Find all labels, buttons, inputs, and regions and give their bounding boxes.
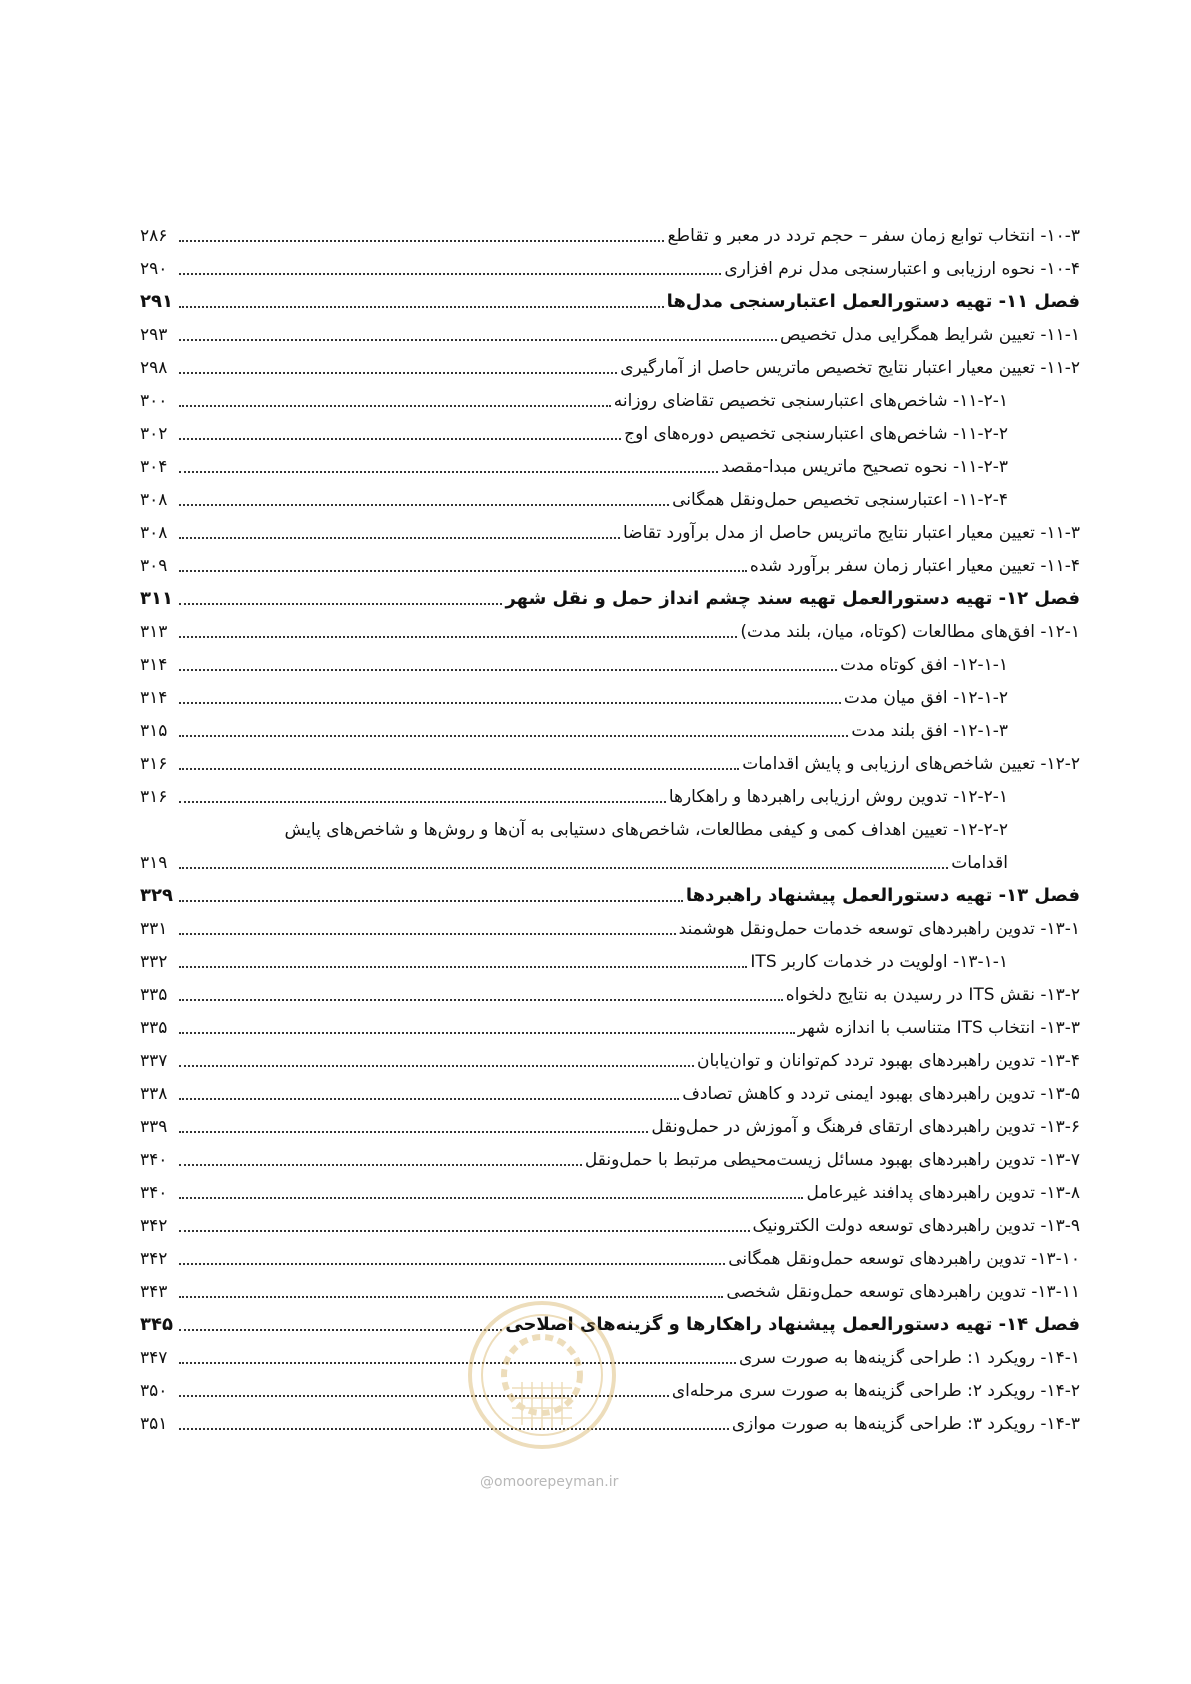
toc-entry[interactable] bbox=[140, 1039, 1080, 1072]
dot-leader bbox=[179, 273, 721, 275]
toc-entry-page-number: ۳۳۹ bbox=[140, 1117, 168, 1137]
dot-leader bbox=[179, 966, 747, 968]
toc-entry-page-number: ۳۳۱ bbox=[140, 919, 168, 939]
toc-entry-title: ۱۳-۱-۱- اولویت در خدمات کاربر ITS bbox=[750, 952, 1008, 972]
toc-entry-page-number: ۳۳۲ bbox=[140, 952, 168, 972]
toc-entry[interactable] bbox=[140, 1138, 1080, 1171]
toc-entry[interactable] bbox=[140, 544, 1080, 577]
dot-leader bbox=[179, 735, 848, 737]
toc-entry-page-number: ۳۲۹ bbox=[140, 885, 173, 906]
table-of-contents bbox=[140, 214, 1080, 1435]
toc-entry-page-number: ۳۵۱ bbox=[140, 1414, 168, 1434]
dot-leader bbox=[179, 636, 737, 638]
toc-entry-title: ۱۲-۲-۱- تدوین روش ارزیابی راهبردها و راهکارها bbox=[668, 787, 1008, 807]
dot-leader bbox=[179, 306, 664, 308]
toc-entry[interactable] bbox=[140, 1105, 1080, 1138]
toc-entry-title: ۱۱-۲-۳- نحوه تصحیح ماتریس مبدا-مقصد bbox=[721, 457, 1008, 477]
toc-entry-page-number: ۲۹۰ bbox=[140, 259, 168, 279]
toc-entry-title: ۱۴-۳- رویکرد ۳: طراحی گزینه‌ها به صورت موازی bbox=[731, 1414, 1080, 1434]
toc-entry-page-number: ۳۱۶ bbox=[140, 787, 168, 807]
toc-entry-page-number: ۳۴۵ bbox=[140, 1314, 173, 1335]
toc-entry-page-number: ۲۹۱ bbox=[140, 291, 173, 312]
dot-leader bbox=[179, 1230, 750, 1232]
toc-entry-title: ۱۳-۸- تدوین راهبردهای پدافند غیرعامل bbox=[806, 1183, 1080, 1203]
toc-entry-title: اقدامات bbox=[951, 853, 1008, 873]
dot-leader bbox=[179, 504, 669, 506]
toc-entry-title: ۱۲-۱- افق‌های مطالعات (کوتاه، میان، بلند مدت) bbox=[740, 622, 1080, 642]
toc-entry-title-line1: ۱۲-۲-۲- تعیین اهداف کمی و کیفی مطالعات، شاخص‌های دستیابی به آن‌ها و روش‌ها و شاخص‌های پایش bbox=[284, 820, 1008, 840]
toc-entry-title: ۱۲-۲- تعیین شاخص‌های ارزیابی و پایش اقدامات bbox=[742, 754, 1080, 774]
toc-entry-page-number: ۳۳۵ bbox=[140, 985, 168, 1005]
dot-leader bbox=[179, 1065, 694, 1067]
toc-entry-title: فصل ۱۴- تهیه دستورالعمل پیشنهاد راهکارها و گزینه‌های اصلاحی bbox=[505, 1314, 1080, 1335]
toc-entry-page-number: ۳۴۷ bbox=[140, 1348, 168, 1368]
dot-leader bbox=[179, 1131, 648, 1133]
toc-entry-page-number: ۳۰۸ bbox=[140, 523, 168, 543]
dot-leader bbox=[179, 1263, 725, 1265]
toc-entry-page-number: ۲۹۸ bbox=[140, 358, 168, 378]
toc-entry-title: ۱۱-۳- تعیین معیار اعتبار نتایج ماتریس حاصل از مدل برآورد تقاضا bbox=[623, 523, 1080, 543]
toc-entry[interactable] bbox=[140, 313, 1080, 346]
toc-entry-title: ۱۳-۲- نقش ITS در رسیدن به نتایج دلخواه bbox=[785, 985, 1080, 1005]
dot-leader bbox=[179, 603, 502, 605]
toc-entry-page-number: ۳۱۹ bbox=[140, 853, 168, 873]
toc-entry-title: ۱۳-۴- تدوین راهبردهای بهبود تردد کم‌توانان و توان‌یابان bbox=[696, 1051, 1080, 1071]
toc-entry-title: ۱۱-۲-۲- شاخص‌های اعتبارسنجی تخصیص دوره‌های اوج bbox=[624, 424, 1008, 444]
watermark-seal-icon bbox=[467, 1300, 617, 1450]
toc-entry-title: ۱۱-۴- تعیین معیار اعتبار زمان سفر برآورد شده bbox=[749, 556, 1080, 576]
toc-entry-title: ۱۱-۲-۴- اعتبارسنجی تخصیص حمل‌ونقل همگانی bbox=[672, 490, 1008, 510]
toc-entry-page-number: ۳۱۱ bbox=[140, 588, 173, 609]
toc-entry-page-number: ۳۱۳ bbox=[140, 622, 168, 642]
toc-entry-page-number: ۳۳۵ bbox=[140, 1018, 168, 1038]
toc-entry-page-number: ۳۳۷ bbox=[140, 1051, 168, 1071]
dot-leader bbox=[179, 1032, 795, 1034]
toc-entry-page-number: ۳۰۰ bbox=[140, 391, 168, 411]
dot-leader bbox=[179, 1329, 502, 1331]
toc-entry-multiline[interactable] bbox=[140, 808, 1080, 874]
toc-entry-page-number: ۳۱۶ bbox=[140, 754, 168, 774]
dot-leader bbox=[179, 702, 841, 704]
dot-leader bbox=[179, 768, 739, 770]
toc-entry[interactable] bbox=[140, 412, 1080, 445]
toc-entry[interactable] bbox=[140, 709, 1080, 742]
toc-entry-title: ۱۲-۱-۱- افق کوتاه مدت bbox=[840, 655, 1008, 675]
toc-entry-page-number: ۳۰۹ bbox=[140, 556, 168, 576]
toc-entry-page-number: ۳۱۴ bbox=[140, 688, 168, 708]
dot-leader bbox=[179, 438, 621, 440]
watermark-site-text: @omoorepeyman.ir bbox=[480, 1474, 619, 1490]
toc-entry[interactable] bbox=[140, 214, 1080, 247]
toc-entry[interactable] bbox=[140, 1006, 1080, 1039]
dot-leader bbox=[179, 1164, 582, 1166]
toc-entry-title: ۱۰-۴- نحوه ارزیابی و اعتبارسنجی مدل نرم افزاری bbox=[724, 259, 1080, 279]
toc-chapter-entry[interactable] bbox=[140, 280, 1080, 313]
toc-entry[interactable] bbox=[140, 907, 1080, 940]
toc-entry-title: ۱۳-۷- تدوین راهبردهای بهبود مسائل زیست‌محیطی مرتبط با حمل‌ونقل bbox=[584, 1150, 1080, 1170]
toc-entry-page-number: ۳۰۴ bbox=[140, 457, 168, 477]
toc-entry-title: ۱۰-۳- انتخاب توابع زمان سفر – حجم تردد در معبر و تقاطع bbox=[667, 226, 1080, 246]
toc-entry-title: فصل ۱۱- تهیه دستورالعمل اعتبارسنجی مدل‌ها bbox=[666, 291, 1080, 312]
dot-leader bbox=[179, 669, 837, 671]
dot-leader bbox=[179, 537, 620, 539]
toc-entry-title: ۱۱-۱- تعیین شرایط همگرایی مدل تخصیص bbox=[779, 325, 1080, 345]
toc-entry[interactable] bbox=[140, 1270, 1080, 1303]
dot-leader bbox=[179, 1098, 679, 1100]
dot-leader bbox=[179, 372, 617, 374]
dot-leader bbox=[179, 801, 666, 803]
toc-entry[interactable] bbox=[140, 1171, 1080, 1204]
toc-chapter-entry[interactable] bbox=[140, 577, 1080, 610]
toc-entry-page-number: ۲۹۳ bbox=[140, 325, 168, 345]
toc-entry-page-number: ۳۴۳ bbox=[140, 1282, 168, 1302]
dot-leader bbox=[179, 339, 777, 341]
toc-entry[interactable] bbox=[140, 775, 1080, 808]
toc-entry-title: ۱۴-۲- رویکرد ۲: طراحی گزینه‌ها به صورت سری مرحله‌ای bbox=[671, 1381, 1080, 1401]
toc-entry-title: فصل ۱۲- تهیه دستورالعمل تهیه سند چشم انداز حمل و نقل شهر bbox=[505, 588, 1080, 609]
toc-entry-title: ۱۳-۱۱- تدوین راهبردهای توسعه حمل‌ونقل شخصی bbox=[726, 1282, 1080, 1302]
toc-entry-page-number: ۳۰۲ bbox=[140, 424, 168, 444]
toc-entry[interactable] bbox=[140, 940, 1080, 973]
toc-entry-title: ۱۲-۱-۳- افق بلند مدت bbox=[851, 721, 1008, 741]
toc-entry[interactable] bbox=[140, 1237, 1080, 1270]
toc-entry-page-number: ۳۱۵ bbox=[140, 721, 168, 741]
toc-entry-page-number: ۳۳۸ bbox=[140, 1084, 168, 1104]
toc-entry-title: ۱۳-۳- انتخاب ITS متناسب با اندازه شهر bbox=[797, 1018, 1080, 1038]
dot-leader bbox=[179, 933, 676, 935]
toc-entry-title: ۱۳-۹- تدوین راهبردهای توسعه دولت الکترونیک bbox=[752, 1216, 1080, 1236]
dot-leader bbox=[179, 570, 747, 572]
toc-entry-title: ۱۳-۱- تدوین راهبردهای توسعه خدمات حمل‌ونقل هوشمند bbox=[678, 919, 1080, 939]
toc-entry-page-number: ۳۰۸ bbox=[140, 490, 168, 510]
toc-entry[interactable] bbox=[140, 742, 1080, 775]
dot-leader bbox=[179, 999, 783, 1001]
toc-entry[interactable] bbox=[140, 445, 1080, 478]
toc-entry-page-number: ۳۴۲ bbox=[140, 1216, 168, 1236]
dot-leader bbox=[179, 1296, 723, 1298]
toc-entry[interactable] bbox=[140, 1072, 1080, 1105]
toc-entry[interactable] bbox=[140, 478, 1080, 511]
toc-entry[interactable] bbox=[140, 379, 1080, 412]
dot-leader bbox=[179, 405, 611, 407]
toc-entry-page-number: ۳۴۲ bbox=[140, 1249, 168, 1269]
toc-entry-title: ۱۳-۵- تدوین راهبردهای بهبود ایمنی تردد و کاهش تصادف bbox=[682, 1084, 1080, 1104]
toc-entry-title: ۱۲-۱-۲- افق میان مدت bbox=[843, 688, 1008, 708]
toc-entry-page-number: ۳۴۰ bbox=[140, 1183, 168, 1203]
toc-entry[interactable] bbox=[140, 973, 1080, 1006]
toc-entry-title: ۱۳-۶- تدوین راهبردهای ارتقای فرهنگ و آموزش در حمل‌ونقل bbox=[651, 1117, 1080, 1137]
dot-leader bbox=[179, 867, 948, 869]
toc-entry-title: ۱۱-۲-۱- شاخص‌های اعتبارسنجی تخصیص تقاضای روزانه bbox=[613, 391, 1008, 411]
toc-chapter-entry[interactable] bbox=[140, 874, 1080, 907]
toc-entry-page-number: ۲۸۶ bbox=[140, 226, 168, 246]
toc-entry-page-number: ۳۵۰ bbox=[140, 1381, 168, 1401]
toc-entry[interactable] bbox=[140, 511, 1080, 544]
toc-entry-title: ۱۴-۱- رویکرد ۱: طراحی گزینه‌ها به صورت سری bbox=[739, 1348, 1080, 1368]
toc-entry[interactable] bbox=[140, 346, 1080, 379]
toc-entry-page-number: ۳۱۴ bbox=[140, 655, 168, 675]
toc-entry[interactable] bbox=[140, 676, 1080, 709]
toc-entry[interactable] bbox=[140, 643, 1080, 676]
dot-leader bbox=[179, 1428, 729, 1430]
dot-leader bbox=[179, 1362, 736, 1364]
dot-leader bbox=[179, 1197, 803, 1199]
dot-leader bbox=[179, 900, 683, 902]
dot-leader bbox=[179, 240, 664, 242]
toc-entry-title: ۱۳-۱۰- تدوین راهبردهای توسعه حمل‌ونقل همگانی bbox=[728, 1249, 1080, 1269]
toc-entry[interactable] bbox=[140, 610, 1080, 643]
dot-leader bbox=[179, 471, 718, 473]
toc-entry[interactable] bbox=[140, 247, 1080, 280]
toc-entry-title: فصل ۱۳- تهیه دستورالعمل پیشنهاد راهبردها bbox=[685, 885, 1080, 906]
toc-entry[interactable] bbox=[140, 1204, 1080, 1237]
toc-entry-page-number: ۳۴۰ bbox=[140, 1150, 168, 1170]
toc-entry-title: ۱۱-۲- تعیین معیار اعتبار نتایج تخصیص ماتریس حاصل از آمارگیری bbox=[620, 358, 1080, 378]
